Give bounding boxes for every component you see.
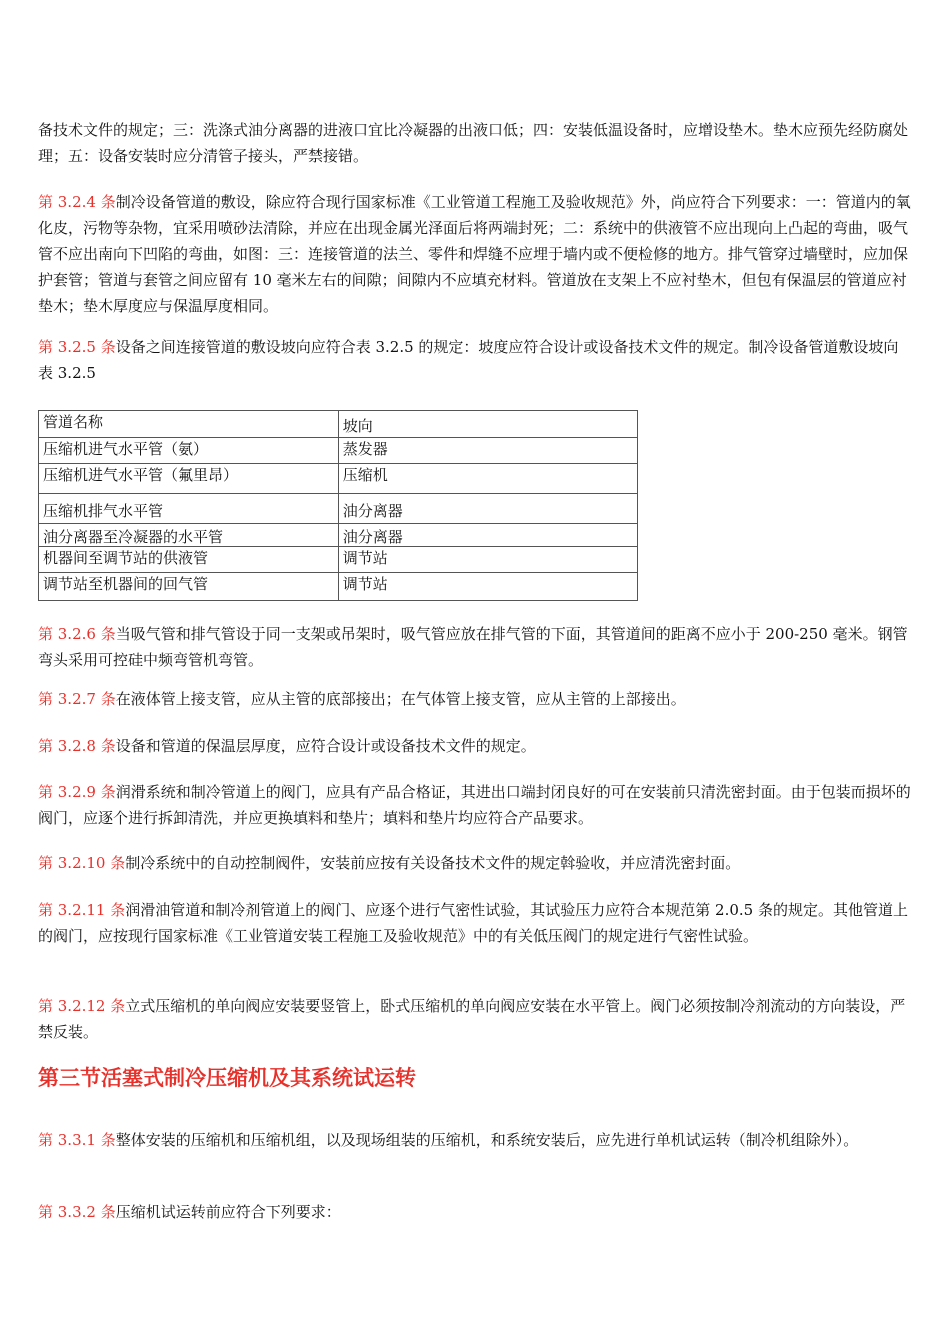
clause-text: 制冷系统中的自动控制阀件，安装前应按有关设备技术文件的规定斡验收，并应清洗密封面。 xyxy=(125,854,741,872)
clause-number: 第 3.3.1 条 xyxy=(38,1131,116,1149)
clause-text: 压缩机试运转前应符合下列要求： xyxy=(115,1203,341,1221)
clause-text: 润滑油管道和制冷剂管道上的阀门、应逐个进行气密性试验，其试验压力应符合本规范第 2.0.5 条的规定。其他管道上的阀门，应按现行国家标准《工业管道安装工程施工及验收规范》中的有关低压阀门的规定进行气密性试验。 xyxy=(38,901,908,945)
table-cell: 调节站 xyxy=(338,573,637,601)
clause-3-2-4 xyxy=(38,189,913,319)
clause-number: 第 3.2.11 条 xyxy=(38,901,126,919)
clause-3-2-11 xyxy=(38,897,913,949)
clause-text: 设备之间连接管道的敷设坡向应符合表 3.2.5 的规定：坡度应符合设计或设备技术文件的规定。制冷设备管道敷设坡向表 3.2.5 xyxy=(38,338,899,382)
clause-3-2-5 xyxy=(38,334,913,386)
table-cell: 压缩机排气水平管 xyxy=(39,494,339,524)
table-cell: 蒸发器 xyxy=(338,438,637,464)
table-cell: 压缩机 xyxy=(338,464,637,494)
table-cell: 油分离器至冷凝器的水平管 xyxy=(39,524,339,547)
table-cell: 压缩机进气水平管（氟里昂） xyxy=(39,464,339,494)
clause-number: 第 3.2.9 条 xyxy=(38,783,116,801)
clause-3-2-12 xyxy=(38,993,913,1045)
clause-3-2-6 xyxy=(38,621,913,673)
table-header-row xyxy=(39,411,638,438)
table-row xyxy=(39,438,638,464)
pipe-slope-table xyxy=(38,410,638,601)
clause-text: 设备和管道的保温层厚度，应符合设计或设备技术文件的规定。 xyxy=(115,737,536,755)
clause-3-2-10 xyxy=(38,850,913,876)
table-row xyxy=(39,494,638,524)
clause-number: 第 3.2.5 条 xyxy=(38,338,116,356)
table-cell: 机器间至调节站的供液管 xyxy=(39,547,339,573)
table-cell: 油分离器 xyxy=(338,524,637,547)
clause-text: 立式压缩机的单向阀应安装要竖管上，卧式压缩机的单向阀应安装在水平管上。阀门必须按制冷剂流动的方向装设，严禁反装。 xyxy=(38,997,906,1041)
clause-text: 当吸气管和排气管设于同一支架或吊架时，吸气管应放在排气管的下面，其管道间的距离不应小于 200-250 毫米。钢管弯头采用可控硅中频弯管机弯管。 xyxy=(38,625,908,669)
table-cell: 油分离器 xyxy=(338,494,637,524)
clause-number: 第 3.2.12 条 xyxy=(38,997,126,1015)
clause-3-3-1 xyxy=(38,1127,913,1153)
clause-text: 润滑系统和制冷管道上的阀门，应具有产品合格证，其进出口端封闭良好的可在安装前只清洗密封面。由于包装而损坏的阀门，应逐个进行拆卸清洗，并应更换填料和垫片；填料和垫片均应符合产品要求。 xyxy=(38,783,911,827)
clause-3-3-2 xyxy=(38,1199,913,1225)
clause-number: 第 3.2.4 条 xyxy=(38,193,116,211)
clause-number: 第 3.2.7 条 xyxy=(38,690,116,708)
table-cell: 调节站 xyxy=(338,547,637,573)
clause-number: 第 3.3.2 条 xyxy=(38,1203,116,1221)
table-row xyxy=(39,524,638,547)
intro-text: 备技术文件的规定；三：洗涤式油分离器的进液口宜比冷凝器的出液口低；四：安装低温设备时，应增设垫木。垫木应预先经防腐处理；五：设备安装时应分清管子接头，严禁接错。 xyxy=(38,121,909,165)
clause-text: 在液体管上接支管，应从主管的底部接出；在气体管上接支管，应从主管的上部接出。 xyxy=(115,690,686,708)
table-cell: 调节站至机器间的回气管 xyxy=(39,573,339,601)
clause-text: 制冷设备管道的敷设，除应符合现行国家标准《工业管道工程施工及验收规范》外，尚应符合下列要求：一：管道内的氧化皮，污物等杂物，宜采用喷砂法清除，并应在出现金属光泽面后将两端封死；二：系统中的供液管不应出现向上凸起的弯曲，吸气管不应出南向下凹陷的弯曲，如图：三：连接管道的法兰、零件和焊缝不应埋于墙内或不便检修的地方。排气管穿过墙壁时，应加保护套管；管道与套管之间应留有 10 毫米左右的间隙；间隙内不应填充材料。管道放在支架上不应衬垫木，但包有保温层的管道应衬垫木；垫木厚度应与保温厚度相同。 xyxy=(38,193,911,315)
clause-text: 整体安装的压缩机和压缩机组，以及现场组装的压缩机，和系统安装后，应先进行单机试运转（制冷机组除外）。 xyxy=(115,1131,859,1149)
clause-number: 第 3.2.6 条 xyxy=(38,625,116,643)
table-row xyxy=(39,547,638,573)
table-cell: 压缩机进气水平管（氨） xyxy=(39,438,339,464)
clause-number: 第 3.2.10 条 xyxy=(38,854,126,872)
table-header-cell: 管道名称 xyxy=(39,411,339,438)
intro-paragraph xyxy=(38,117,913,169)
clause-number: 第 3.2.8 条 xyxy=(38,737,116,755)
clause-3-2-9 xyxy=(38,779,913,831)
section-heading: 第三节活塞式制冷压缩机及其系统试运转 xyxy=(38,1066,416,1090)
table-header-cell: 坡向 xyxy=(338,411,637,438)
table-row xyxy=(39,573,638,601)
table-row xyxy=(39,464,638,494)
clause-3-2-8 xyxy=(38,733,913,759)
clause-3-2-7 xyxy=(38,686,913,712)
